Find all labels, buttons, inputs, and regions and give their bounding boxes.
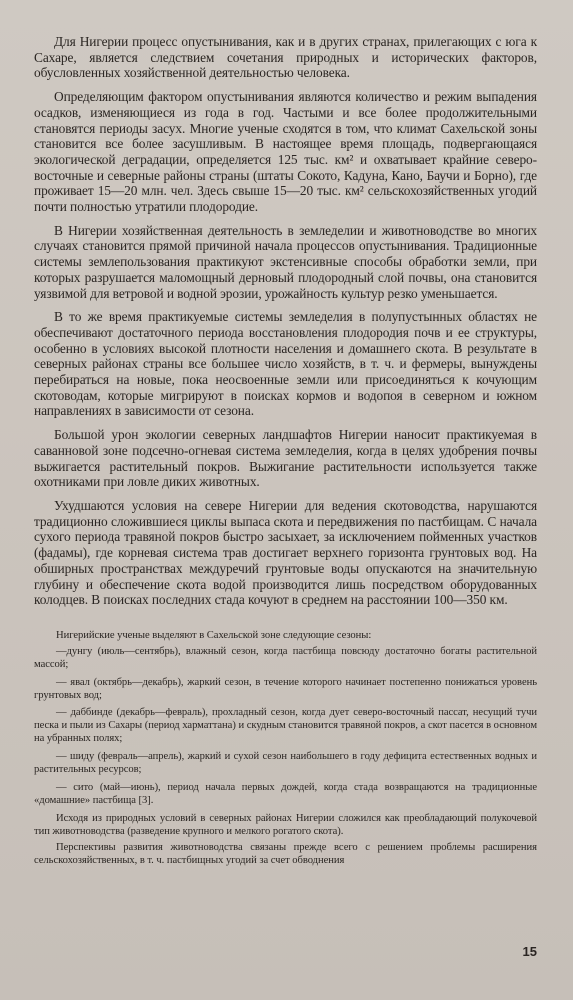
paragraph-land-use: В Нигерии хозяйственная деятельность в земледелии и животноводстве во многих случаях становится прямой причиной начала процессов опустынивания. Традиционные системы землепользования практикуют экстенсивные способы обработки земли, при которых разрушается маломощный дерновый плодородный слой почвы, она становится уязвимой для ветровой и водной эрозии, урожайность культур резко уменьшается.	[34, 222, 537, 301]
season-sito: — сито (май—июнь), период начала первых дождей, когда стада возвращаются на традиционные «домашние» пастбища [3].	[34, 781, 537, 806]
paragraph-desertification-intro: Для Нигерии процесс опустынивания, как и в других странах, прилегающих с юга к Сахаре, является следствием сочетания природных и исторических факторов, обусловленных хозяйственной деятельностью человека.	[34, 34, 537, 81]
paragraph-farming-systems: В то же время практикуемые системы земледелия в полупустынных областях не обеспечивают достаточного периода восстановления плодородия почв и ее структуры, особенно в условиях высокой плотности населения и домашнего скота. В результате в северных районах страны все большее число хозяйств, в т. ч. и фермеры, вынуждены перебираться на новые, пока неосвоенные земли или присоединяться к кочующим скотоводам, которые мигрируют в поисках кормов и водопоя в северном и южном направлениях в зависимости от сезона.	[34, 309, 537, 419]
season-shidu: — шиду (февраль—апрель), жаркий и сухой сезон наибольшего в году дефицита естественных водных и растительных ресурсов;	[34, 751, 537, 776]
season-yaval: — явал (октябрь—декабрь), жаркий сезон, в течение которого начинает постепенно понижаться уровень грунтовых вод;	[34, 676, 537, 701]
small-print-notes	[34, 630, 537, 868]
seasons-intro: Нигерийские ученые выделяют в Сахельской зоне следующие сезоны:	[56, 629, 372, 641]
season-dabbinde: — даббинде (декабрь—февраль), прохладный сезон, когда дует северо-восточный пассат, несущий тучи песка и пыли из Сахары (период харматтана) и скудным становится травяной покров, а скот пасется в основном на убранных полях;	[34, 707, 537, 745]
paragraph-slash-and-burn: Большой урон экологии северных ландшафтов Нигерии наносит практикуемая в саванновой зоне подсечно-огневая система земледелия, когда в целях удобрения почвы выжигается растительный покров. Выжигание растительности используется также охотниками при ловле диких животных.	[34, 427, 537, 490]
page-number: 15	[522, 944, 537, 959]
season-dungu: —дунгу (июль—сентябрь), влажный сезон, когда пастбища повсюду достаточно богаты растительной массой;	[34, 645, 537, 670]
paragraph-cattle-breeding: Ухудшаются условия на севере Нигерии для ведения скотоводства, нарушаются традиционно сложившиеся циклы выпаса скота и передвижения по пастбищам. С начала сухого периода травяной покров быстро засыхает, за исключением пойменных участков (фадамы), где корневая система трав достигает верхнего горизонта грунтовых вод. На обширных пространствах междуречий грунтовые воды опускаются на значительную глубину и обеспечение скота водой производится лишь посредством оборудованных колодцев. В поисках последних стада кочуют в среднем на расстоянии 100—350 км.	[34, 497, 537, 608]
note-livestock-type: Исходя из природных условий в северных районах Нигерии сложился как преобладающий полукочевой тип животноводства (разведение крупного и мелкого рогатого скота).	[34, 812, 537, 837]
paragraph-precipitation: Определяющим фактором опустынивания являются количество и режим выпадения осадков, изменяющиеся из года в год. Частыми и все более продолжительными становятся периоды засух. Многие ученые сходятся в том, что климат Сахельской зоны становится все более засушливым. В настоящее время площадь, подвергающаяся экологической деградации, определяется 125 тыс. км² и охватывает крайние северо-восточные и северные районы страны (штаты Сокото, Кадуна, Кано, Баучи и Борно), где проживает 15—20 млн. чел. Здесь свыше 15—20 тыс. км² сельскохозяйственных угодий почти полностью утратили плодородие.	[34, 89, 537, 215]
main-text	[34, 34, 537, 608]
note-livestock-prospects: Перспективы развития животноводства связаны прежде всего с решением проблемы расширения сельскохозяйственных, в т. ч. пастбищных угодий за счет обводнения	[34, 841, 537, 866]
